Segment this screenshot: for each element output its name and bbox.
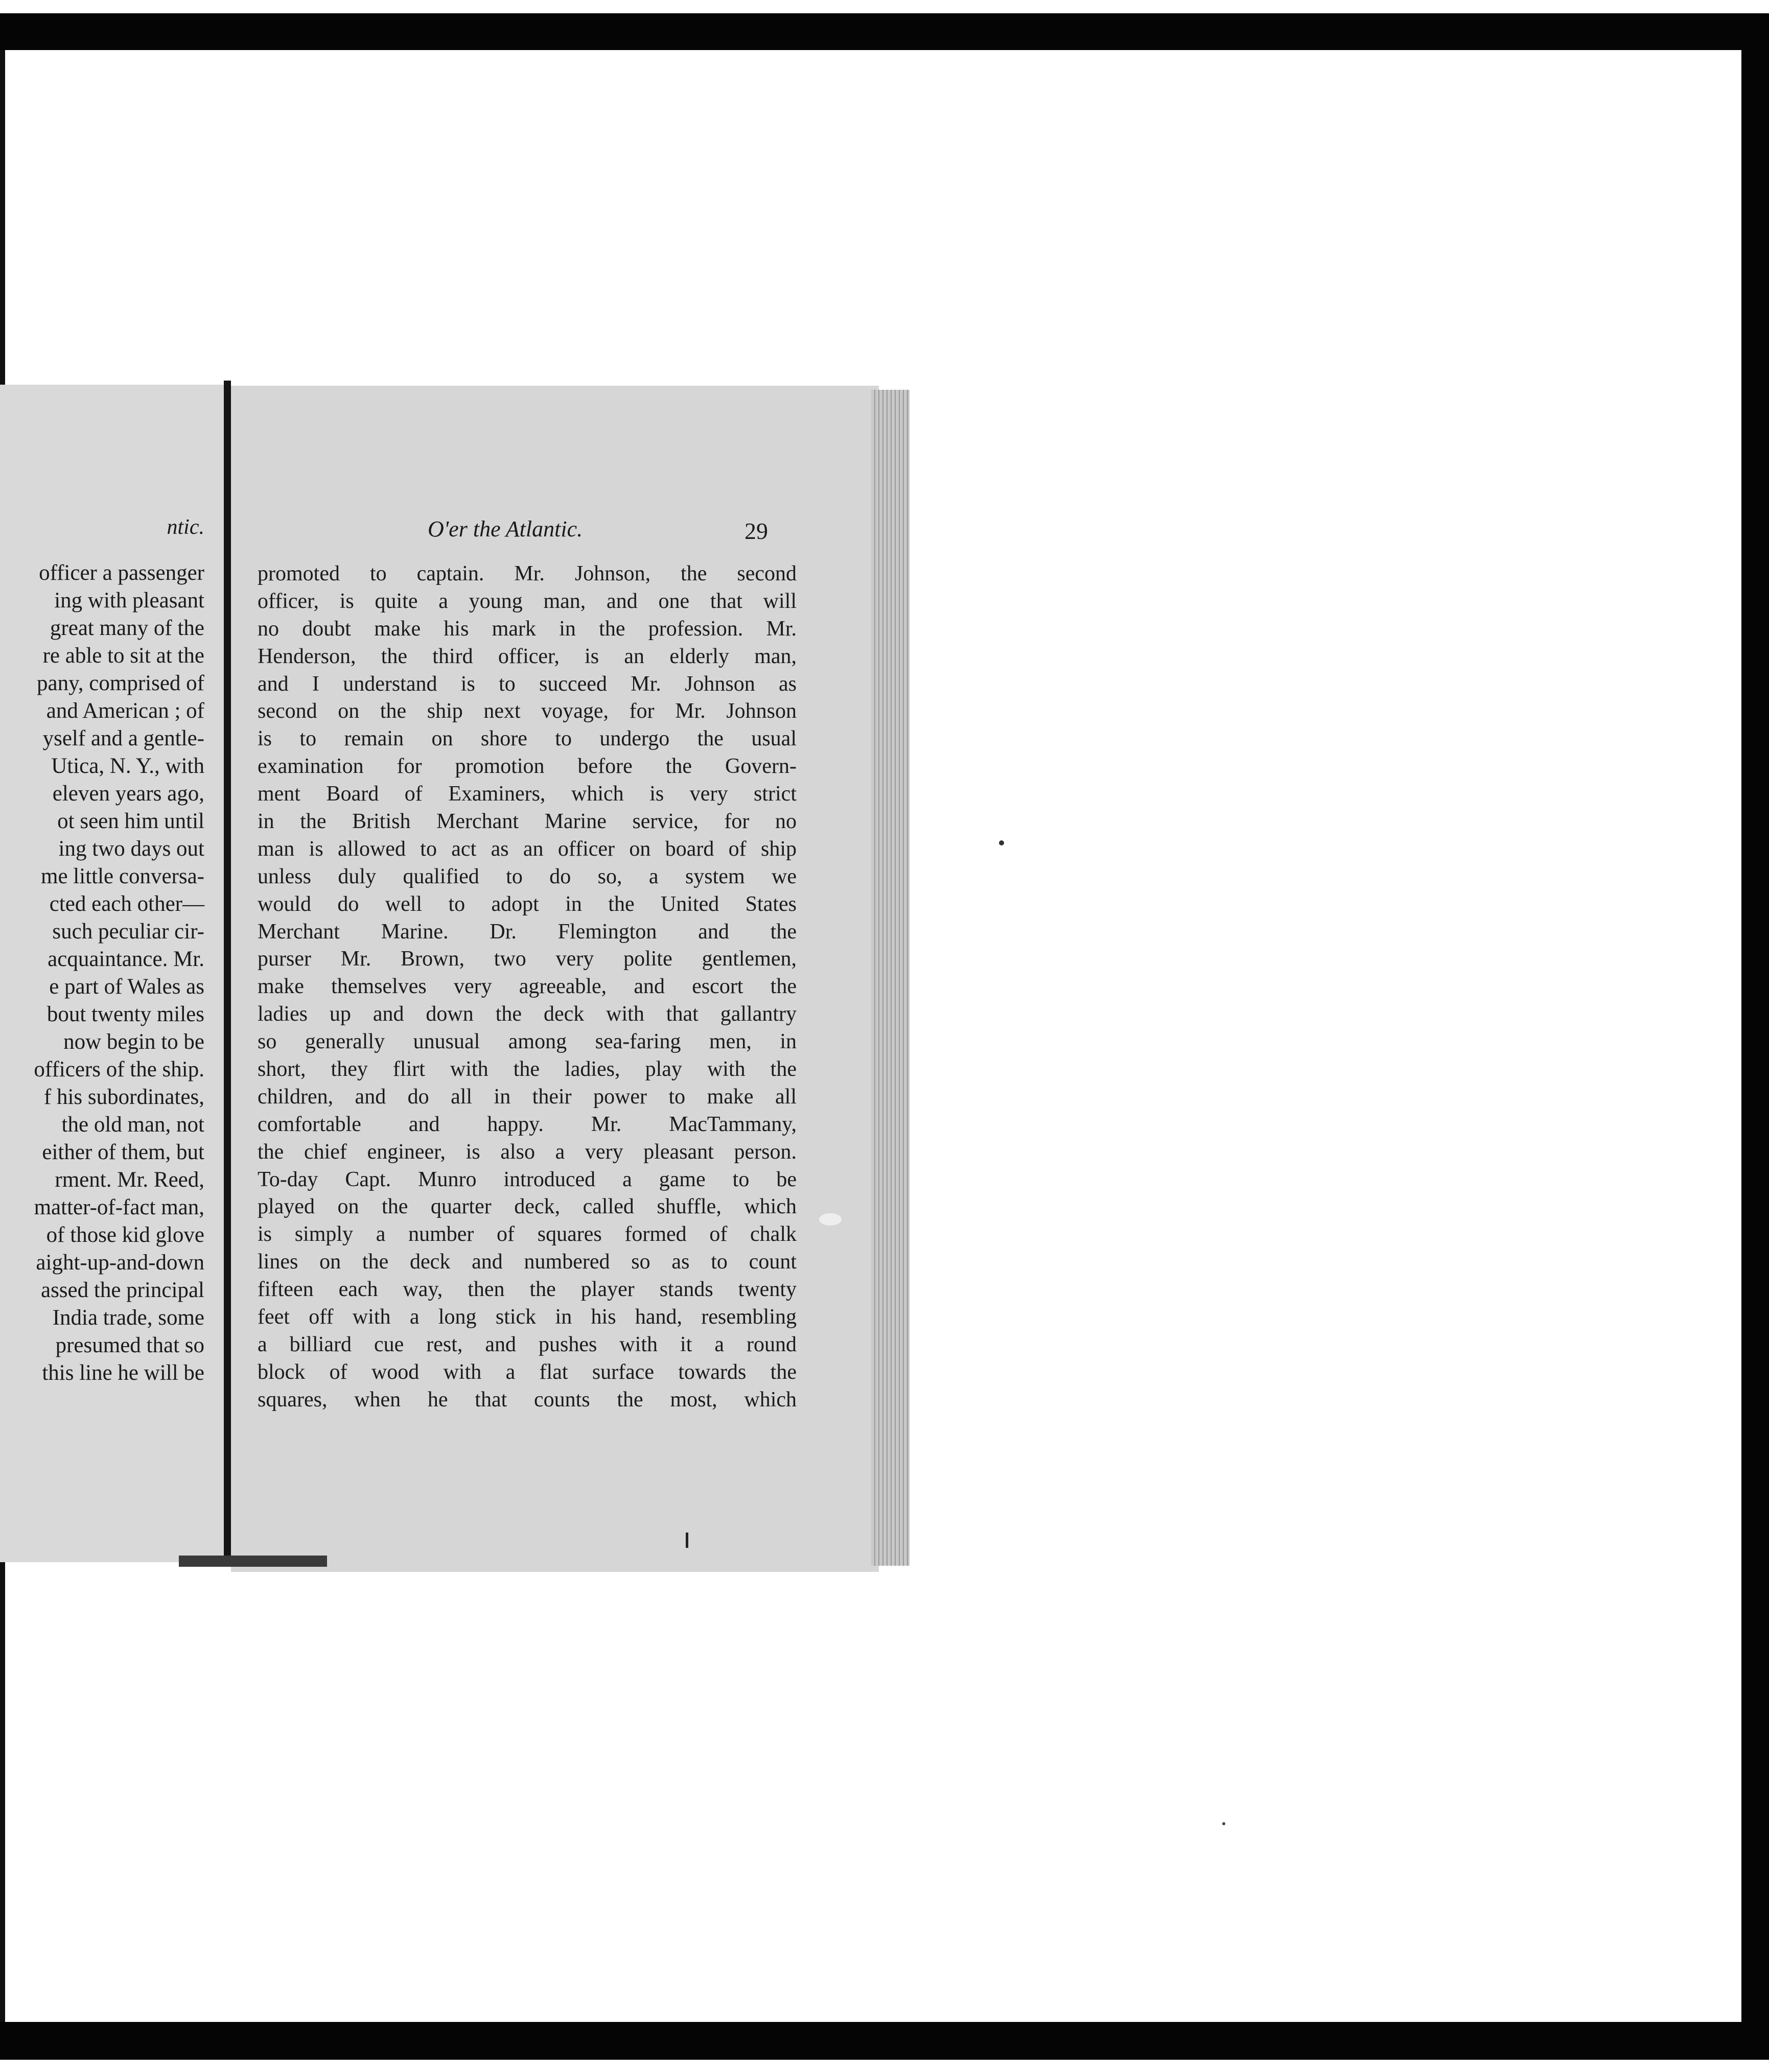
text-line: fifteen each way, then the player stands twenty	[258, 1278, 797, 1302]
text-line: either of them, but	[42, 1140, 204, 1164]
text-line: now begin to be	[63, 1030, 204, 1054]
text-line: block of wood with a flat surface towards the	[258, 1360, 797, 1384]
text-line: of those kid glove	[46, 1223, 204, 1247]
text-line: short, they flirt with the ladies, play with the	[258, 1057, 797, 1081]
text-line: presumed that so	[55, 1333, 204, 1357]
text-line: e part of Wales as	[49, 975, 204, 999]
text-line: officer a passenger	[39, 561, 204, 585]
text-line: unless duly qualified to do so, a system we	[258, 864, 797, 888]
text-line: eleven years ago,	[52, 782, 204, 806]
text-line: a billiard cue rest, and pushes with it a round	[258, 1332, 797, 1356]
text-line: comfortable and happy. Mr. MacTammany,	[258, 1112, 797, 1136]
text-line: India trade, some	[52, 1306, 204, 1330]
page-shadow	[179, 1556, 327, 1567]
right-page	[231, 386, 879, 1572]
text-line: ment Board of Examiners, which is very strict	[258, 782, 797, 806]
text-line: me little conversa-	[41, 864, 204, 888]
text-line: and I understand is to succeed Mr. Johnson as	[258, 672, 797, 696]
left-running-head: ntic.	[167, 515, 204, 539]
text-line: Merchant Marine. Dr. Flemington and the	[258, 920, 797, 944]
dust-speck	[999, 840, 1004, 845]
open-book	[0, 381, 912, 1579]
text-line: children, and do all in their power to make all	[258, 1085, 797, 1109]
page-edges	[871, 390, 910, 1566]
film-border-right	[1741, 50, 1769, 2022]
text-line: purser Mr. Brown, two very polite gentlemen,	[258, 947, 797, 971]
text-line: great many of the	[50, 616, 204, 640]
film-border-top	[0, 0, 1769, 50]
text-line: played on the quarter deck, called shuffle, which	[258, 1195, 797, 1219]
text-line: is to remain on shore to undergo the usual	[258, 727, 797, 751]
text-line: the old man, not	[61, 1113, 204, 1137]
text-line: assed the principal	[40, 1278, 204, 1302]
text-line: squares, when he that counts the most, which	[258, 1387, 797, 1411]
text-line: feet off with a long stick in his hand, resembling	[258, 1305, 797, 1329]
text-line: officers of the ship.	[34, 1057, 204, 1081]
book-gutter	[224, 381, 231, 1566]
text-line: To-day Capt. Munro introduced a game to be	[258, 1167, 797, 1191]
film-border-bottom	[0, 2022, 1769, 2072]
text-line: ing two days out	[58, 837, 204, 861]
text-line: this line he will be	[42, 1361, 204, 1385]
text-line: rment. Mr. Reed,	[55, 1168, 204, 1192]
text-line: promoted to captain. Mr. Johnson, the second	[258, 562, 797, 585]
page-number: 29	[744, 518, 768, 544]
text-line: ot seen him until	[57, 809, 204, 833]
text-line: acquaintance. Mr.	[48, 947, 204, 971]
text-line: no doubt make his mark in the profession. Mr.	[258, 617, 797, 641]
left-page	[0, 385, 227, 1562]
text-line: Henderson, the third officer, is an elderly man,	[258, 644, 797, 668]
text-line: lines on the deck and numbered so as to count	[258, 1250, 797, 1274]
film-edge-strip	[0, 2060, 1769, 2072]
text-line: the chief engineer, is also a very pleasant person.	[258, 1140, 797, 1164]
text-line: pany, comprised of	[37, 671, 204, 695]
text-line: man is allowed to act as an officer on board of ship	[258, 837, 797, 861]
text-line: would do well to adopt in the United States	[258, 892, 797, 916]
text-line: ing with pleasant	[54, 588, 204, 613]
dust-speck	[1222, 1822, 1225, 1825]
text-line: ladies up and down the deck with that gallantry	[258, 1002, 797, 1026]
text-line: officer, is quite a young man, and one that will	[258, 589, 797, 613]
running-head: O'er the Atlantic.	[428, 516, 583, 541]
left-page-text	[34, 559, 204, 1387]
text-line: examination for promotion before the Govern-	[258, 755, 797, 779]
film-edge-strip	[0, 0, 1769, 13]
right-page-text	[258, 560, 797, 1414]
text-line: make themselves very agreeable, and escort the	[258, 975, 797, 999]
text-line: bout twenty miles	[46, 1002, 204, 1026]
text-line: and American ; of	[46, 699, 204, 723]
text-line: yself and a gentle-	[42, 726, 204, 750]
text-line: such peculiar cir-	[52, 920, 204, 944]
text-line: so generally unusual among sea-faring men, in	[258, 1030, 797, 1054]
text-line: Utica, N. Y., with	[51, 754, 204, 778]
text-line: f his subordinates,	[43, 1085, 204, 1109]
text-line: in the British Merchant Marine service, for no	[258, 810, 797, 834]
text-line: matter-of-fact man,	[34, 1195, 204, 1219]
text-line: re able to sit at the	[42, 644, 204, 668]
text-line: second on the ship next voyage, for Mr. Johnson	[258, 699, 797, 723]
text-line: is simply a number of squares formed of chalk	[258, 1222, 797, 1246]
text-line: cted each other—	[49, 892, 204, 916]
text-line: aight-up-and-down	[36, 1251, 204, 1275]
